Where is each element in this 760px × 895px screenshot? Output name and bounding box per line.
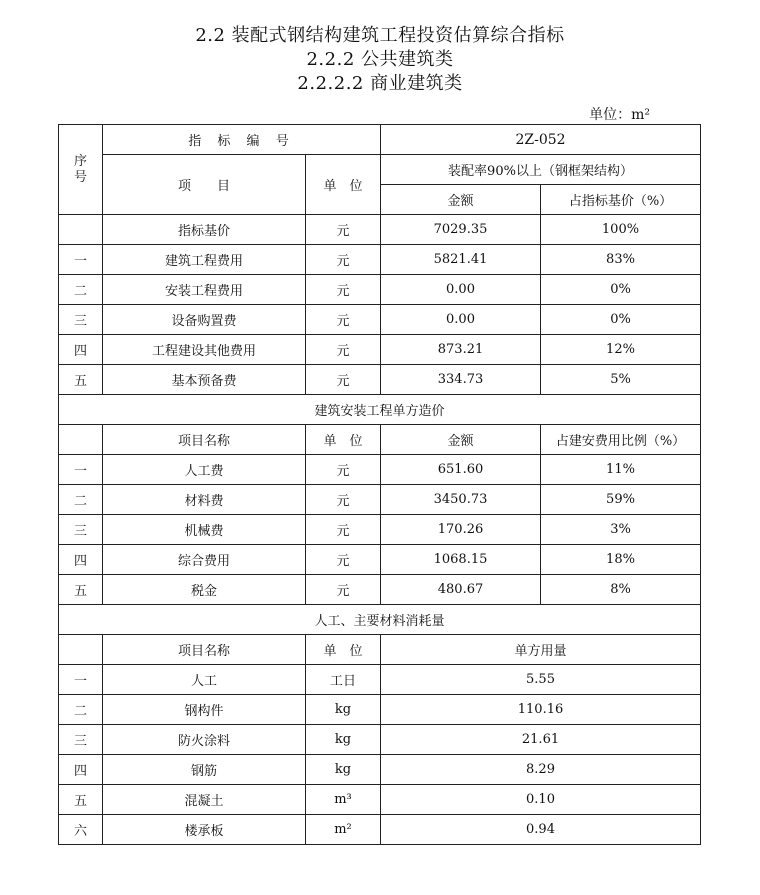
base-amount: 7029.35 <box>381 215 541 245</box>
amount-header: 金额 <box>381 185 541 215</box>
section2-col-ratio: 占建安费用比例（%） <box>541 425 701 455</box>
table-row: 一 人工 工日 5.55 <box>59 665 701 695</box>
seq-header: 序号 <box>59 125 103 215</box>
section3-col-usage: 单方用量 <box>381 635 701 665</box>
title-main: 2.2 装配式钢结构建筑工程投资估算综合指标 <box>195 25 565 46</box>
table-row: 三 机械费 元 170.26 3% <box>59 515 701 545</box>
table-row: 三 设备购置费 元 0.00 0% <box>59 305 701 335</box>
table-row: 五 税金 元 480.67 8% <box>59 575 701 605</box>
index-no-value: 2Z-052 <box>381 125 701 155</box>
section2-title: 建筑安装工程单方造价 <box>59 395 701 425</box>
table-row: 二 钢构件 kg 110.16 <box>59 695 701 725</box>
index-no-label: 指 标 编 号 <box>103 125 381 155</box>
table-row: 五 混凝土 m³ 0.10 <box>59 785 701 815</box>
section3-col-name: 项目名称 <box>103 635 306 665</box>
title-sub: 2.2.2 公共建筑类 <box>306 49 454 70</box>
document-titles <box>0 24 760 96</box>
section3-col-unit: 单 位 <box>306 635 381 665</box>
index-table <box>58 124 701 845</box>
unit-note: 单位：m² <box>589 107 650 123</box>
table-row: 一 建筑工程费用 元 5821.41 83% <box>59 245 701 275</box>
unit-header: 单 位 <box>306 155 381 215</box>
item-header: 项 目 <box>103 155 306 215</box>
section2-col-unit: 单 位 <box>306 425 381 455</box>
title-subsub: 2.2.2.2 商业建筑类 <box>297 73 463 94</box>
table-row: 四 钢筋 kg 8.29 <box>59 755 701 785</box>
section2-col-name: 项目名称 <box>103 425 306 455</box>
table-row: 二 材料费 元 3450.73 59% <box>59 485 701 515</box>
table-row: 二 安装工程费用 元 0.00 0% <box>59 275 701 305</box>
base-ratio: 100% <box>541 215 701 245</box>
section2-col-amount: 金额 <box>381 425 541 455</box>
base-name: 指标基价 <box>103 215 306 245</box>
ratio-header: 占指标基价（%） <box>541 185 701 215</box>
base-unit: 元 <box>306 215 381 245</box>
base-row <box>59 215 701 245</box>
table-row: 一 人工费 元 651.60 11% <box>59 455 701 485</box>
table-row: 四 工程建设其他费用 元 873.21 12% <box>59 335 701 365</box>
section3-title: 人工、主要材料消耗量 <box>59 605 701 635</box>
assembly-rate: 装配率90%以上（钢框架结构） <box>381 155 701 185</box>
table-row: 四 综合费用 元 1068.15 18% <box>59 545 701 575</box>
table-row: 六 楼承板 m² 0.94 <box>59 815 701 845</box>
table-row: 三 防火涂料 kg 21.61 <box>59 725 701 755</box>
table-row: 五 基本预备费 元 334.73 5% <box>59 365 701 395</box>
